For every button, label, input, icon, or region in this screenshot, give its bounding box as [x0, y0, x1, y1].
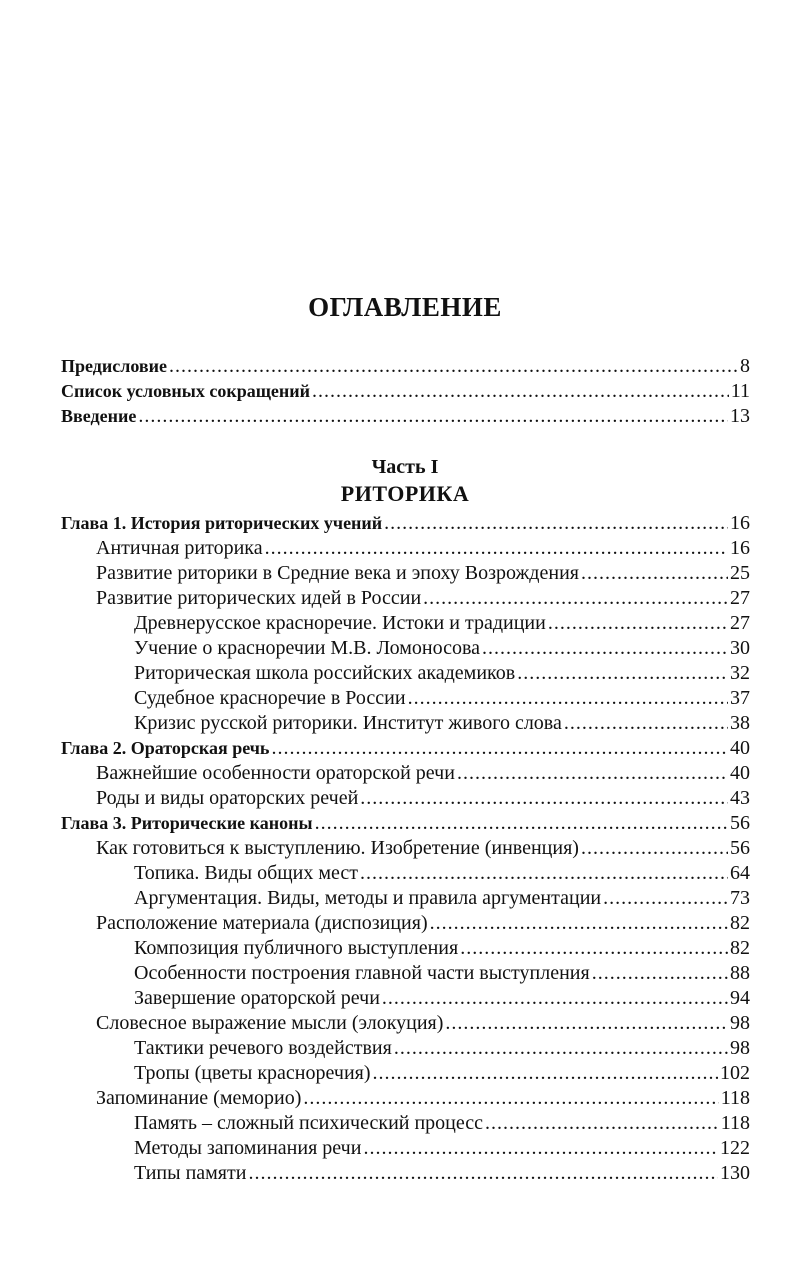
- toc-entry-page: 56: [730, 837, 750, 859]
- toc-entry[interactable]: [61, 1111, 750, 1136]
- toc-entry-label: Риторическая школа российских академиков: [134, 662, 516, 684]
- toc-entry[interactable]: [61, 561, 750, 586]
- toc-entry-label: Методы запоминания речи: [134, 1137, 362, 1159]
- toc-chapter-entry[interactable]: [61, 354, 750, 379]
- toc-entry-page: 37: [730, 687, 750, 709]
- toc-entry[interactable]: [61, 886, 750, 911]
- toc-entry[interactable]: [61, 1061, 750, 1086]
- toc-entry[interactable]: [61, 611, 750, 636]
- toc-entry-page: 8: [740, 355, 750, 377]
- toc-entry-page: 11: [730, 380, 750, 402]
- toc-entry[interactable]: [61, 786, 750, 811]
- dot-leader: [457, 761, 728, 786]
- toc-entry[interactable]: [61, 686, 750, 711]
- toc-entry-page: 32: [730, 662, 750, 684]
- toc-entry-label: Учение о красноречии М.В. Ломоносова: [134, 637, 480, 659]
- toc-entry-page: 118: [720, 1087, 750, 1109]
- toc-entry-page: 16: [730, 537, 750, 559]
- toc-entry-label: Глава 1. История риторических учений: [61, 513, 383, 533]
- toc-chapter-entry[interactable]: [61, 736, 750, 761]
- dot-leader: [603, 886, 728, 911]
- dot-leader: [564, 711, 728, 736]
- toc-chapter-entry[interactable]: [61, 379, 750, 404]
- dot-leader: [363, 1136, 718, 1161]
- toc-entry-page: 13: [730, 405, 750, 427]
- toc-entry-label: Введение: [61, 406, 137, 426]
- dot-leader: [445, 1011, 728, 1036]
- toc-entry-page: 27: [730, 587, 750, 609]
- toc-entry-page: 73: [730, 887, 750, 909]
- toc-entry-label: Тропы (цветы красноречия): [134, 1062, 371, 1084]
- dot-leader: [581, 561, 728, 586]
- toc-entry-page: 38: [730, 712, 750, 734]
- toc-entry-label: Завершение ораторской речи: [134, 987, 380, 1009]
- dot-leader: [394, 1036, 728, 1061]
- dot-leader: [360, 786, 728, 811]
- toc-entry-label: Запоминание (мемориo): [96, 1087, 302, 1109]
- dot-leader: [312, 379, 729, 404]
- toc-entry-label: Древнерусское красноречие. Истоки и традиции: [134, 612, 546, 634]
- dot-leader: [485, 1111, 719, 1136]
- toc-entry-page: 64: [730, 862, 750, 884]
- toc-entry-page: 82: [730, 937, 750, 959]
- toc-entry-label: Память – сложный психический процесс: [134, 1112, 484, 1134]
- dot-leader: [430, 911, 728, 936]
- toc-entry-label: Развитие риторических идей в России: [96, 587, 422, 609]
- toc-entry-label: Топика. Виды общих мест: [134, 862, 358, 884]
- toc-entry-page: 27: [730, 612, 750, 634]
- toc-entry[interactable]: [61, 1086, 750, 1111]
- toc-entry-label: Кризис русской риторики. Институт живого слова: [134, 712, 562, 734]
- toc-entry[interactable]: [61, 661, 750, 686]
- toc-entry-label: Судебное красноречие в России: [134, 687, 406, 709]
- toc-entry[interactable]: [61, 761, 750, 786]
- toc-entry-page: 30: [730, 637, 750, 659]
- toc-entry-page: 56: [730, 812, 750, 834]
- toc-entry-label: Список условных сокращений: [61, 381, 311, 401]
- dot-leader: [460, 936, 728, 961]
- toc-entry[interactable]: [61, 711, 750, 736]
- part-number: Часть I: [371, 456, 439, 478]
- dot-leader: [408, 686, 728, 711]
- dot-leader: [248, 1161, 718, 1186]
- toc-entry-page: 82: [730, 912, 750, 934]
- dot-leader: [303, 1086, 718, 1111]
- part-heading: [0, 455, 810, 507]
- toc-entry[interactable]: [61, 861, 750, 886]
- toc-entry-label: Важнейшие особенности ораторской речи: [96, 762, 455, 784]
- toc-entry-label: Как готовиться к выступлению. Изобретение (инвенция): [96, 837, 579, 859]
- toc-entry-page: 94: [730, 987, 750, 1009]
- dot-leader: [592, 961, 728, 986]
- toc-entry-label: Тактики речевого воздействия: [134, 1037, 392, 1059]
- toc-entry-label: Глава 2. Ораторская речь: [61, 738, 270, 758]
- toc-entry-page: 16: [730, 512, 750, 534]
- dot-leader: [271, 736, 728, 761]
- toc-entry[interactable]: [61, 936, 750, 961]
- dot-leader: [423, 586, 728, 611]
- dot-leader: [169, 354, 738, 379]
- toc-entry-label: Аргументация. Виды, методы и правила аргументации: [134, 887, 602, 909]
- toc-entry-page: 118: [720, 1112, 750, 1134]
- toc-entry[interactable]: [61, 586, 750, 611]
- toc-list: [61, 511, 750, 1186]
- toc-entry[interactable]: [61, 1161, 750, 1186]
- toc-entry-page: 102: [720, 1062, 750, 1084]
- toc-entry[interactable]: [61, 1036, 750, 1061]
- toc-chapter-entry[interactable]: [61, 404, 750, 429]
- dot-leader: [382, 986, 728, 1011]
- dot-leader: [138, 404, 728, 429]
- toc-entry-page: 98: [730, 1037, 750, 1059]
- toc-entry[interactable]: [61, 961, 750, 986]
- toc-entry-page: 43: [730, 787, 750, 809]
- toc-entry-label: Предисловие: [61, 356, 167, 376]
- toc-entry-page: 122: [720, 1137, 750, 1159]
- toc-entry-label: Античная риторика: [96, 537, 263, 559]
- toc-entry[interactable]: [61, 1011, 750, 1036]
- dot-leader: [517, 661, 728, 686]
- toc-entry-label: Словесное выражение мысли (элокуция): [96, 1012, 444, 1034]
- toc-chapter-entry[interactable]: [61, 511, 750, 536]
- toc-entry[interactable]: [61, 836, 750, 861]
- part-title: РИТОРИКА: [340, 481, 470, 506]
- dot-leader: [265, 536, 728, 561]
- dot-leader: [315, 811, 728, 836]
- toc-entry-label: Развитие риторики в Средние века и эпоху Возрождения: [96, 562, 579, 584]
- front-matter-list: [61, 354, 750, 429]
- toc-entry-label: Глава 3. Риторические каноны: [61, 813, 313, 833]
- toc-entry[interactable]: [61, 911, 750, 936]
- dot-leader: [384, 511, 728, 536]
- toc-entry[interactable]: [61, 986, 750, 1011]
- dot-leader: [581, 836, 728, 861]
- toc-entry-label: Композиция публичного выступления: [134, 937, 459, 959]
- toc-entry-page: 40: [730, 737, 750, 759]
- toc-entry-page: 40: [730, 762, 750, 784]
- toc-entry-page: 25: [730, 562, 750, 584]
- page-title: ОГЛАВЛЕНИЕ: [308, 292, 502, 322]
- dot-leader: [373, 1061, 718, 1086]
- toc-entry[interactable]: [61, 1136, 750, 1161]
- toc-entry-label: Расположение материала (диспозиция): [96, 912, 428, 934]
- toc-entry-label: Особенности построения главной части выступления: [134, 962, 590, 984]
- toc-entry-label: Типы памяти: [134, 1162, 247, 1184]
- dot-leader: [482, 636, 728, 661]
- dot-leader: [548, 611, 728, 636]
- toc-entry-page: 130: [720, 1162, 750, 1184]
- dot-leader: [360, 861, 728, 886]
- toc-entry-label: Роды и виды ораторских речей: [96, 787, 359, 809]
- toc-entry[interactable]: [61, 536, 750, 561]
- toc-entry[interactable]: [61, 636, 750, 661]
- toc-entry-page: 98: [730, 1012, 750, 1034]
- toc-entry-page: 88: [730, 962, 750, 984]
- toc-chapter-entry[interactable]: [61, 811, 750, 836]
